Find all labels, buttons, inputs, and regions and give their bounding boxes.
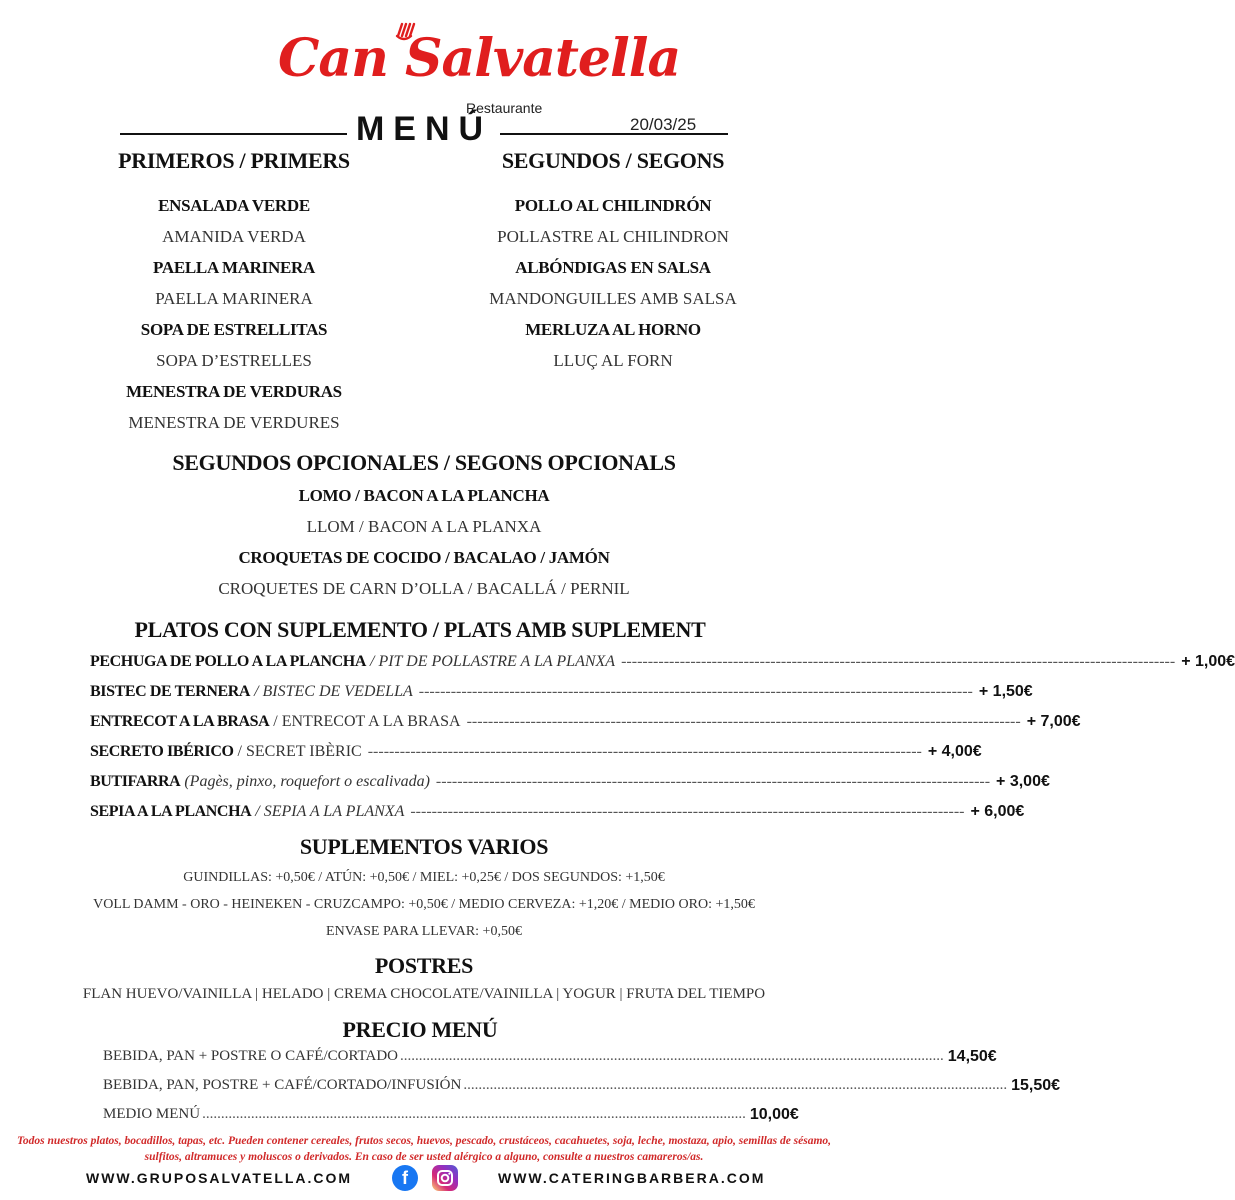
precio-label: BEBIDA, PAN + POSTRE O CAFÉ/CORTADO: [103, 1048, 399, 1064]
postres-heading: POSTRES: [374, 953, 474, 978]
suplemento-name: ENTRECOT A LA BRASA: [90, 713, 270, 730]
suplemento-price: + 7,00€: [1026, 713, 1081, 730]
dot-leader: .................................................................................................................................................: [202, 1106, 746, 1122]
footer-website-right[interactable]: WWW.CATERINGBARBERA.COM: [498, 1170, 766, 1186]
opcionales-item-ca: CROQUETES DE CARN D’OLLA / BACALLÁ / PERNIL: [218, 579, 630, 598]
opcionales-item-ca: LLOM / BACON A LA PLANXA: [306, 517, 542, 536]
logo-subtitle: Restaurante: [466, 100, 543, 116]
dot-leader: .................................................................................................................................................: [463, 1077, 1008, 1093]
primeros-item-ca: MENESTRA DE VERDURES: [128, 413, 340, 432]
suplemento-name: PECHUGA DE POLLO A LA PLANCHA: [90, 653, 366, 670]
segundos-item-es: POLLO AL CHILINDRÓN: [514, 196, 712, 215]
precio-heading: PRECIO MENÚ: [342, 1017, 498, 1042]
suplemento-price: + 3,00€: [996, 773, 1050, 790]
suplemento-alt: / ENTRECOT A LA BRASA: [273, 713, 461, 730]
varios-heading: SUPLEMENTOS VARIOS: [299, 834, 549, 859]
segundos-item-ca: LLUÇ AL FORN: [553, 351, 673, 370]
suplemento-price: + 1,50€: [978, 683, 1033, 700]
suplemento-alt: / SECRET IBÈRIC: [237, 743, 362, 760]
postres-section: [0, 953, 848, 1005]
precio-label: MEDIO MENÚ: [103, 1106, 201, 1122]
suplemento-name: SEPIA A LA PLANCHA: [90, 803, 252, 820]
primeros-item-ca: AMANIDA VERDA: [162, 227, 306, 246]
dot-leader: --------------------------------------------------------------------------------------------------------: [621, 653, 1176, 670]
suplemento-alt: / BISTEC DE VEDELLA: [254, 683, 413, 700]
dot-leader: --------------------------------------------------------------------------------------------------------: [410, 803, 965, 820]
primeros-item-es: MENESTRA DE VERDURAS: [126, 382, 342, 401]
opcionales-section: [0, 450, 848, 604]
primeros-item-ca: PAELLA MARINERA: [155, 289, 313, 308]
segundos-column: [463, 148, 763, 376]
varios-line: VOLL DAMM - ORO - HEINEKEN - CRUZCAMPO: +0,50€ / MEDIO CERVEZA: +1,20€ / MEDIO ORO: +1,50€: [93, 897, 755, 912]
instagram-icon[interactable]: [432, 1165, 458, 1191]
dot-leader: --------------------------------------------------------------------------------------------------------: [367, 743, 922, 760]
suplemento-name: BISTEC DE TERNERA: [90, 683, 251, 700]
primeros-item-es: ENSALADA VERDE: [158, 196, 310, 215]
dot-leader: --------------------------------------------------------------------------------------------------------: [418, 683, 973, 700]
suplemento-price: + 4,00€: [927, 743, 982, 760]
dot-leader: --------------------------------------------------------------------------------------------------------: [466, 713, 1021, 730]
menu-date: 20/03/25: [630, 115, 697, 134]
segundos-item-ca: MANDONGUILLES AMB SALSA: [489, 289, 737, 308]
logo-name: Can Salvatella: [278, 28, 681, 89]
varios-line: GUINDILLAS: +0,50€ / ATÚN: +0,50€ / MIEL: +0,25€ / DOS SEGUNDOS: +1,50€: [183, 870, 665, 885]
suplemento-row: [90, 737, 982, 767]
suplemento-heading: PLATOS CON SUPLEMENTO / PLATS AMB SUPLEMENT: [134, 617, 706, 642]
postres-line: FLAN HUEVO/VAINILLA | HELADO | CREMA CHOCOLATE/VAINILLA | YOGUR | FRUTA DEL TIEMPO: [82, 986, 766, 1002]
logo: [0, 14, 848, 114]
suplemento-name: BUTIFARRA: [90, 773, 181, 790]
suplemento-alt: / SEPIA A LA PLANXA: [255, 803, 405, 820]
segundos-item-es: ALBÓNDIGAS EN SALSA: [515, 258, 711, 277]
suplemento-row: [90, 647, 1235, 677]
primeros-column: [84, 148, 384, 438]
suplemento-name: SECRETO IBÉRICO: [90, 743, 234, 760]
primeros-item-ca: SOPA D’ESTRELLES: [156, 351, 312, 370]
primeros-heading: PRIMEROS / PRIMERS: [118, 148, 350, 173]
suplemento-row: [90, 707, 1081, 737]
segundos-item-es: MERLUZA AL HORNO: [525, 320, 701, 339]
precio-price: 15,50€: [1011, 1077, 1061, 1094]
precio-price: 10,00€: [749, 1106, 799, 1123]
suplemento-row: [90, 677, 1033, 707]
fork-icon: [392, 20, 418, 60]
opcionales-item-es: LOMO / BACON A LA PLANCHA: [298, 486, 550, 505]
footer-website-left[interactable]: WWW.GRUPOSALVATELLA.COM: [86, 1170, 353, 1186]
primeros-item-es: PAELLA MARINERA: [153, 258, 315, 277]
dot-leader: .................................................................................................................................................: [400, 1048, 944, 1064]
primeros-item-es: SOPA DE ESTRELLITAS: [140, 320, 328, 339]
opcionales-heading: SEGUNDOS OPCIONALES / SEGONS OPCIONALS: [172, 450, 676, 475]
precio-price: 14,50€: [947, 1048, 997, 1065]
menu-title: MENÚ: [355, 110, 493, 148]
suplemento-price: + 1,00€: [1181, 653, 1235, 670]
dot-leader: --------------------------------------------------------------------------------------------------------: [435, 773, 991, 790]
varios-line: ENVASE PARA LLEVAR: +0,50€: [326, 924, 522, 939]
instagram-glyph: [432, 1165, 458, 1191]
precio-row: [103, 1100, 799, 1129]
suplemento-list: [90, 647, 1235, 827]
segundos-item-ca: POLLASTRE AL CHILINDRON: [497, 227, 729, 246]
suplemento-price: + 6,00€: [970, 803, 1025, 820]
suplemento-alt: (Pagès, pinxo, roquefort o escalivada): [184, 773, 430, 790]
precio-label: BEBIDA, PAN, POSTRE + CAFÉ/CORTADO/INFUSIÓN: [103, 1077, 462, 1093]
allergen-notice: Todos nuestros platos, bocadillos, tapas, etc. Pueden contener cereales, frutos secos, huevos, pescado, crustáceos, cacahuetes, soja, leche, mostaza, apio, semillas de sésamo, sulfitos, altramuces y moluscos o derivados. En caso de ser usted alérgico a alguno, consulte a nuestros camareros/as.: [16, 1135, 832, 1163]
suplemento-alt: / PIT DE POLLASTRE A LA PLANXA: [370, 653, 616, 670]
facebook-icon[interactable]: f: [392, 1165, 418, 1191]
varios-section: [0, 834, 848, 945]
segundos-heading: SEGUNDOS / SEGONS: [501, 148, 725, 173]
suplemento-row: [90, 797, 1025, 827]
precio-row: [103, 1071, 1061, 1100]
precio-row: [103, 1042, 997, 1071]
opcionales-item-es: CROQUETAS DE COCIDO / BACALAO / JAMÓN: [238, 548, 610, 567]
suplemento-row: [90, 767, 1050, 797]
